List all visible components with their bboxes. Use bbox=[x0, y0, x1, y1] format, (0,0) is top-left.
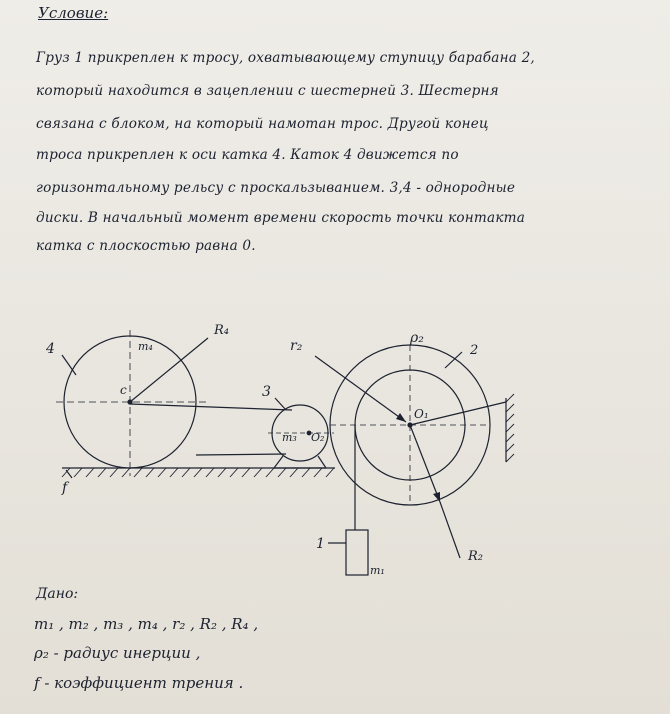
roller-radius-label: R₄ bbox=[214, 323, 229, 338]
rail-hatching bbox=[62, 468, 334, 477]
given-line: f - коэффициент трения . bbox=[34, 674, 244, 692]
given-line: m₁ , m₂ , m₃ , m₄ , r₂ , R₂ , R₄ , bbox=[34, 615, 259, 633]
drum-center-label: O₁ bbox=[414, 407, 429, 421]
leader-friction bbox=[66, 470, 72, 478]
condition-line: катка с плоскостью равна 0. bbox=[36, 238, 256, 254]
condition-line: диски. В начальный момент времени скорость точки контакта bbox=[36, 210, 526, 226]
leader-gear-number bbox=[275, 398, 286, 410]
gear-3-support bbox=[274, 456, 326, 468]
drum-number-label: 2 bbox=[470, 343, 479, 358]
given-title: Дано: bbox=[36, 586, 79, 602]
drum-outer-radius-label: R₂ bbox=[468, 549, 483, 564]
gear-number-label: 3 bbox=[262, 384, 271, 400]
roller-4-center-dot bbox=[128, 400, 132, 404]
roller-mass-label: m₄ bbox=[138, 340, 153, 353]
drum-gyration-label: ρ₂ bbox=[410, 330, 424, 346]
load-number-label: 1 bbox=[316, 536, 325, 552]
condition-line: который находится в зацеплении с шестерней 3. Шестерня bbox=[36, 83, 499, 99]
load-1 bbox=[346, 530, 368, 575]
gear-mass-label: m₃ bbox=[282, 431, 297, 444]
roller-number-label: 4 bbox=[46, 341, 55, 357]
roller-center-label: c bbox=[120, 383, 127, 397]
condition-line: троса прикреплен к оси катка 4. Каток 4 движется по bbox=[36, 147, 459, 163]
cable-roller-to-gear bbox=[130, 404, 292, 410]
given-line: ρ₂ - радиус инерции , bbox=[34, 644, 201, 662]
load-mass-label: m₁ bbox=[370, 564, 385, 577]
drum-outer-radius-leader bbox=[440, 502, 460, 558]
drum-inner-radius-label: r₂ bbox=[290, 338, 303, 354]
drum-inner-radius-arrowhead bbox=[396, 413, 406, 422]
leader-roller-number bbox=[62, 355, 76, 375]
cable-lower bbox=[196, 454, 286, 455]
drum-outer-radius-arrow bbox=[410, 425, 440, 502]
gear-center-label: O₂ bbox=[311, 431, 325, 444]
friction-label: f bbox=[62, 480, 68, 496]
condition-line: связана с блоком, на который намотан трос. Другой конец bbox=[36, 116, 489, 132]
condition-title: Условие: bbox=[38, 4, 109, 22]
condition-line: Груз 1 прикреплен к тросу, охватывающему ступицу барабана 2, bbox=[36, 50, 535, 66]
drum-inner-radius-arrow bbox=[315, 356, 406, 422]
condition-line: горизонтальному рельсу с проскальзыванием. 3,4 - однородные bbox=[36, 180, 516, 196]
wall-hatching bbox=[506, 394, 514, 462]
